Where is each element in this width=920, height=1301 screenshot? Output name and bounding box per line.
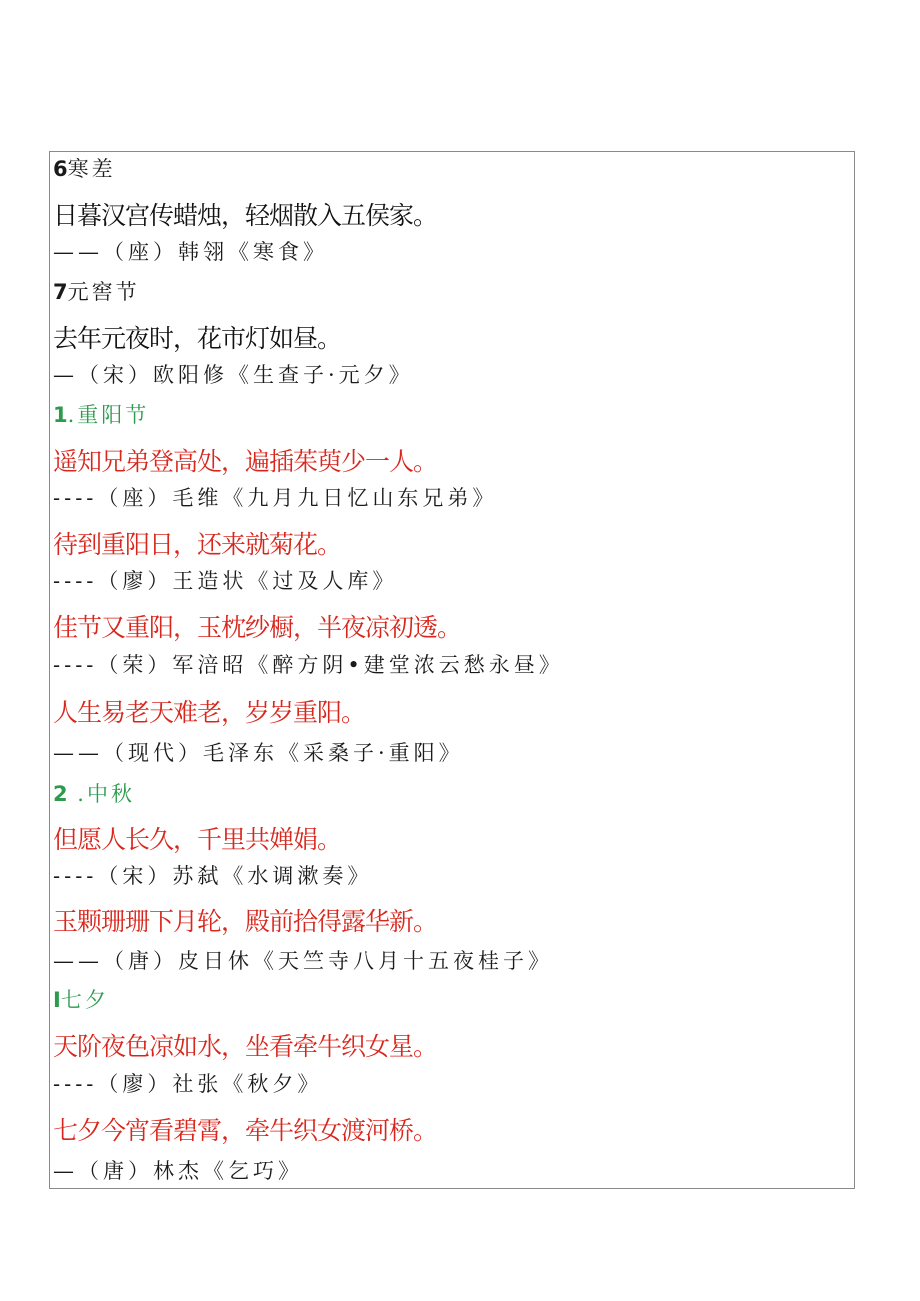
section-heading-zhongqiu — [53, 784, 135, 805]
section-title: 寒差 — [67, 157, 116, 181]
section-title: 七夕 — [60, 988, 109, 1012]
section-heading-qixi — [53, 990, 109, 1011]
verse-line: 日暮汉宫传蜡烛，轻烟散入五侯家。 — [53, 201, 438, 230]
verse-attribution: —（宋）欧阳修《生查子·元夕》 — [53, 363, 414, 387]
section-number: 1 — [53, 403, 68, 427]
verse-line: 七夕今宵看碧霄，牵牛织女渡河桥。 — [53, 1116, 438, 1145]
verse-line: 天阶夜色凉如水，坐看牵牛织女星。 — [53, 1032, 438, 1061]
verse-line: 遥知兄弟登高处，遍插茱萸少一人。 — [53, 447, 438, 476]
section-number: 6 — [53, 157, 68, 181]
section-title: .中秋 — [67, 782, 135, 806]
verse-attribution: ——（现代）毛泽东《采桑子·重阳》 — [53, 741, 464, 765]
verse-line: 待到重阳日，还来就菊花。 — [53, 530, 342, 559]
section-number: I — [53, 988, 61, 1012]
verse-line: 人生易老天难老，岁岁重阳。 — [53, 698, 366, 727]
verse-attribution: ----（宋）苏弑《水调漱奏》 — [53, 864, 373, 888]
section-number: 2 — [53, 782, 68, 806]
section-number: 7 — [53, 280, 68, 304]
section-title: 元窖节 — [67, 280, 140, 304]
verse-attribution: —（唐）林杰《乞巧》 — [53, 1159, 303, 1183]
verse-line: 玉颗珊珊下月轮，殿前拾得露华新。 — [53, 907, 438, 936]
verse-line: 但愿人长久，千里共婵娟。 — [53, 825, 342, 854]
verse-attribution: ——（唐）皮日休《天竺寺八月十五夜桂子》 — [53, 949, 553, 973]
verse-line: 去年元夜时，花市灯如昼。 — [53, 324, 342, 353]
verse-attribution: ——（座）韩翎《寒食》 — [53, 240, 328, 264]
section-title: .重阳节 — [67, 403, 150, 427]
section-heading-chongyang — [53, 405, 149, 426]
verse-attribution: ----（廖）社张《秋夕》 — [53, 1072, 323, 1096]
verse-attribution: ----（廖）王造状《过及人库》 — [53, 569, 398, 593]
section-heading-hanshi — [53, 159, 116, 180]
verse-attribution: ----（座）毛维《九月九日忆山东兄弟》 — [53, 486, 498, 510]
verse-line: 佳节又重阳，玉枕纱橱，半夜凉初透。 — [53, 613, 462, 642]
section-heading-yuanxiao — [53, 282, 140, 303]
verse-attribution: ----（荣）军涪昭《醉方阴•建堂浓云愁永昼》 — [53, 653, 564, 677]
